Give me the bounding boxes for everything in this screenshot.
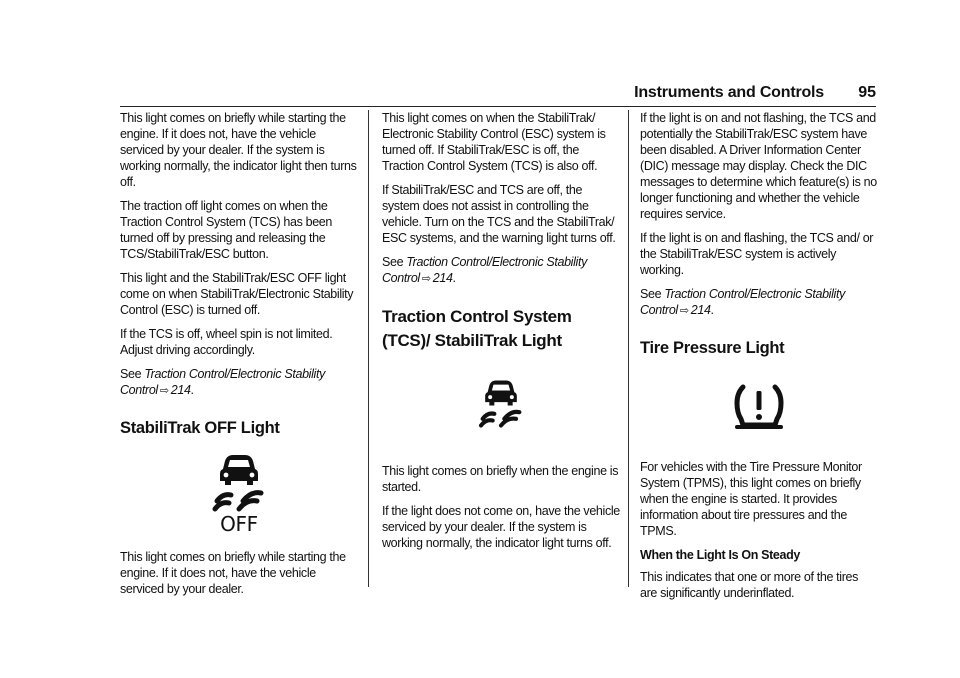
page-arrow-icon: ⇨ xyxy=(679,305,689,317)
paragraph: If the TCS is off, wheel spin is not limited. Adjust driving accordingly. xyxy=(120,327,333,357)
cross-reference: See Traction Control/Electronic Stability Control ⇨ 214. xyxy=(120,367,325,397)
page-number: 95 xyxy=(858,84,876,101)
cross-reference-page[interactable]: 214 xyxy=(690,303,711,317)
paragraph: This light comes on when the StabiliTrak/ Electronic Stability Control (ESC) system is turned off. If StabiliTrak/ESC is off, the Traction Control System (TCS) is also off. xyxy=(382,111,606,173)
icon-off-label: OFF xyxy=(220,512,258,536)
cross-reference: See Traction Control/Electronic Stability Control ⇨ 214. xyxy=(640,287,845,317)
column-2 xyxy=(382,110,620,559)
cross-reference: See Traction Control/Electronic Stability Control ⇨ 214. xyxy=(382,255,587,285)
section-heading: Traction Control System (TCS)/ StabiliTrak Light xyxy=(382,307,572,350)
tire-pressure-icon xyxy=(640,371,878,459)
skidding-car-icon xyxy=(382,365,620,453)
page-arrow-icon: ⇨ xyxy=(159,385,169,397)
cross-reference-link[interactable]: Traction Control/Electronic Stability Control xyxy=(120,367,325,397)
paragraph: This light comes on briefly when the engine is started. xyxy=(382,464,619,494)
paragraph: This light comes on briefly while starting the engine. If it does not, have the vehicle serviced by your dealer. xyxy=(120,550,346,596)
cross-reference-page[interactable]: 214 xyxy=(432,271,453,285)
paragraph: For vehicles with the Tire Pressure Monitor System (TPMS), this light comes on briefly when the engine is started. It provides information about tire pressures and the TPMS. xyxy=(640,460,862,538)
column-3 xyxy=(640,110,878,609)
paragraph: If the light is on and not flashing, the TCS and potentially the StabiliTrak/ESC system have been disabled. A Driver Information Center (DIC) message may display. Check the DIC messages to determine which feature(s) is no longer functioning and whether the vehicle requires service. xyxy=(640,111,877,221)
column-divider xyxy=(368,110,369,587)
cross-reference-link[interactable]: Traction Control/Electronic Stability Control xyxy=(640,287,845,317)
paragraph: This indicates that one or more of the tires are significantly underinflated. xyxy=(640,570,859,600)
cross-reference-link[interactable]: Traction Control/Electronic Stability Control xyxy=(382,255,587,285)
page-arrow-icon: ⇨ xyxy=(421,273,431,285)
paragraph: If the light is on and flashing, the TCS and/ or the StabiliTrak/ESC system is actively working. xyxy=(640,231,874,277)
section-heading: Tire Pressure Light xyxy=(640,339,785,357)
cross-reference-page[interactable]: 214 xyxy=(170,383,191,397)
paragraph: This light and the StabiliTrak/ESC OFF light come on when StabiliTrak/Electronic Stability Control (ESC) is turned off. xyxy=(120,271,354,317)
see-prefix: See xyxy=(120,367,142,381)
skidding-car-off-icon xyxy=(120,451,358,541)
paragraph: If the light does not come on, have the vehicle serviced by your dealer. If the system is working normally, the indicator light turns off. xyxy=(382,504,620,550)
subheading: When the Light Is On Steady xyxy=(640,548,801,562)
paragraph: The traction off light comes on when the Traction Control System (TCS) has been turned off by pressing and releasing the TCS/StabiliTrak/ESC button. xyxy=(120,199,333,261)
column-1 xyxy=(120,110,358,605)
paragraph: If StabiliTrak/ESC and TCS are off, the system does not assist in controlling the vehicle. Turn on the TCS and the StabiliTrak/ ESC systems, and the warning light turns off. xyxy=(382,183,616,245)
column-divider xyxy=(628,110,629,587)
header-rule xyxy=(120,106,876,107)
page-header xyxy=(120,84,876,106)
section-heading: StabiliTrak OFF Light xyxy=(120,419,280,437)
see-prefix: See xyxy=(382,255,404,269)
header-title: Instruments and Controls xyxy=(634,84,824,101)
paragraph: This light comes on briefly while starting the engine. If it does not, have the vehicle serviced by your dealer. If the system is working normally, the indicator light then turns off. xyxy=(120,111,357,189)
see-prefix: See xyxy=(640,287,662,301)
